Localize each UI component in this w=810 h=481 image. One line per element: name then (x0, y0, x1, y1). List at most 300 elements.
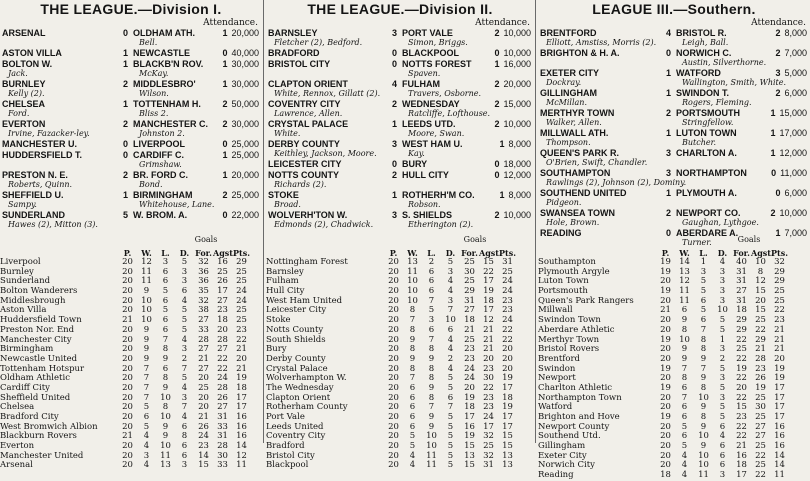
score-group (390, 210, 397, 220)
table-stat-cell: 20 (122, 353, 133, 364)
table-stat-cell: 9 (428, 382, 435, 393)
home-score: 0 (122, 139, 128, 149)
score-group (121, 99, 128, 109)
table-stat-cell: 4 (143, 460, 150, 471)
table-stat-cell: 4 (447, 363, 454, 374)
home-score: 1 (122, 48, 128, 58)
table-stat-cell: 9 (143, 324, 150, 335)
table-stat-cell: 38 (198, 305, 209, 316)
table-stat-cell: 20 (660, 324, 671, 335)
away-side (674, 88, 810, 107)
team-line (268, 119, 397, 129)
away-scorers: McKay. (139, 69, 169, 78)
away-scorers: Kay. (408, 149, 425, 158)
table-stat-cell: 6 (409, 392, 416, 403)
away-score: 2 (770, 208, 776, 218)
score-group (664, 208, 671, 218)
table-stat-cell: 14 (774, 450, 785, 461)
table-stat-cell: 31 (736, 266, 747, 277)
home-side (0, 119, 131, 138)
away-team-name: FULHAM (402, 79, 440, 89)
table-stat-cell: 6 (719, 441, 726, 452)
table-stat-cell: 6 (162, 315, 169, 326)
table-stat-cell: 10 (407, 276, 418, 287)
table-stat-cell: 1 (719, 334, 726, 345)
attendance-value: 5,000 (784, 68, 807, 78)
table-stat-cell: 30 (217, 450, 228, 461)
table-stat-cell: 27 (217, 295, 228, 306)
table-stat-cell: 22 (236, 334, 247, 345)
table-stat-cell: 2 (181, 353, 188, 364)
table-stat-cell: 3 (719, 286, 726, 297)
table-stat-cell: 15 (502, 431, 513, 442)
result-row (0, 28, 262, 48)
away-side (674, 48, 810, 67)
table-team-name: Stoke (266, 315, 291, 326)
table-stat-cell: 6 (181, 421, 188, 432)
table-team-name: Plymouth Argyle (538, 266, 610, 277)
table-team-name: Leicester City (266, 305, 327, 316)
home-score: 1 (122, 99, 128, 109)
table-stat-cell: 13 (160, 460, 171, 471)
table-stat-cell: 20 (660, 295, 671, 306)
team-line (402, 79, 531, 89)
table-team-name: Coventry City (266, 431, 326, 442)
table-stat-cell: 20 (122, 382, 133, 393)
table-stat-cell: 7 (681, 363, 688, 374)
table-header-cell: D. (445, 248, 456, 258)
team-line (2, 190, 128, 200)
table-stat-cell: 24 (502, 276, 513, 287)
attendance-value: 8,000 (508, 139, 531, 149)
home-side (266, 119, 400, 138)
table-stat-cell: 20 (660, 353, 671, 364)
table-stat-cell: 9 (143, 286, 150, 297)
table-stat-cell: 25 (755, 315, 766, 326)
table-row (266, 461, 534, 471)
table-stat-cell: 24 (217, 373, 228, 384)
table-stat-cell: 20 (736, 382, 747, 393)
home-team-name: DERBY COUNTY (268, 139, 340, 149)
table-stat-cell: 5 (181, 324, 188, 335)
team-line (133, 119, 259, 129)
home-score: 4 (391, 79, 397, 89)
away-score: 1 (499, 139, 505, 149)
score-group (497, 139, 531, 149)
away-score: 1 (499, 190, 505, 200)
home-side (266, 170, 400, 189)
table-stat-cell: 4 (447, 276, 454, 287)
table-stat-cell: 20 (198, 392, 209, 403)
table-stat-cell: 23 (483, 392, 494, 403)
table-stat-cell: 10 (141, 295, 152, 306)
home-scorers: Pidgeon. (546, 198, 582, 207)
team-line (133, 139, 259, 149)
team-line (268, 210, 397, 220)
table-row (538, 355, 810, 365)
home-score: 2 (391, 99, 397, 109)
table-stat-cell: 3 (181, 276, 188, 287)
attendance-value: 7,000 (784, 228, 807, 238)
table-stat-cell: 20 (236, 353, 247, 364)
home-scorers: Broad. (274, 200, 301, 209)
table-stat-cell: 30 (483, 373, 494, 384)
division1-results (0, 28, 262, 230)
home-score: 3 (391, 139, 397, 149)
score-group (664, 108, 671, 118)
table-stat-cell: 9 (428, 421, 435, 432)
home-score: 2 (665, 208, 671, 218)
table-stat-cell: 9 (162, 431, 169, 442)
result-row (0, 59, 262, 79)
away-side (674, 168, 810, 178)
table-team-name: Merthyr Town (538, 334, 600, 345)
team-line (2, 170, 128, 180)
away-side (400, 159, 534, 169)
table-stat-cell: 15 (464, 460, 475, 471)
table-team-name: Blackburn Rovers (0, 431, 77, 442)
table-stat-cell: 6 (447, 324, 454, 335)
home-score: 1 (122, 190, 128, 200)
team-line (540, 68, 671, 78)
team-line (2, 119, 128, 129)
home-side (0, 170, 131, 189)
table-stat-cell: 18 (660, 470, 671, 481)
home-team-name: EVERTON (2, 119, 46, 129)
away-team-name: BLACKPOOL (402, 48, 459, 58)
home-side (538, 168, 687, 187)
table-stat-cell: 8 (162, 344, 169, 355)
away-team-name: PLYMOUTH A. (676, 188, 737, 198)
table-stat-cell: 20 (660, 421, 671, 432)
score-group (492, 28, 531, 38)
away-score: 2 (775, 48, 781, 58)
table-stat-cell: 17 (502, 421, 513, 432)
attendance-value: 17,000 (779, 128, 807, 138)
attendance-value: 10,000 (503, 48, 531, 58)
table-stat-cell: 8 (428, 363, 435, 374)
home-score: 2 (391, 170, 397, 180)
table-team-name: Preston Nor. End (0, 324, 75, 335)
home-side (266, 139, 400, 158)
table-stat-cell: 20 (483, 353, 494, 364)
result-row (266, 139, 534, 159)
score-group (220, 59, 259, 69)
home-team-name: STOKE (268, 190, 299, 200)
table-stat-cell: 2 (719, 353, 726, 364)
home-team-name: BOLTON W. (2, 59, 53, 69)
table-team-name: Cardiff City (0, 382, 50, 393)
table-stat-cell: 22 (755, 324, 766, 335)
result-row (0, 190, 262, 210)
table-team-name: South Shields (266, 334, 326, 345)
score-group (773, 228, 807, 238)
table-stat-cell: 3 (719, 344, 726, 355)
attendance-value: 50,000 (231, 99, 259, 109)
table-stat-cell: 15 (464, 441, 475, 452)
away-team-name: NOTTS FOREST (402, 59, 472, 69)
score-group (664, 88, 671, 98)
table-stat-cell: 5 (181, 257, 188, 267)
table-header-cell: For. (195, 248, 212, 258)
result-row (0, 99, 262, 119)
table-team-name: Aberdare Athletic (538, 324, 615, 335)
table-stat-cell: 20 (388, 257, 399, 267)
away-team-name: WEDNESDAY (402, 99, 460, 109)
attendance-value: 22,000 (231, 210, 259, 220)
table-stat-cell: 7 (181, 363, 188, 374)
table-team-name: Port Vale (266, 412, 305, 422)
home-side (0, 139, 131, 149)
table-team-name: Luton Town (538, 276, 589, 287)
away-score: 0 (494, 170, 500, 180)
table-stat-cell: 17 (236, 402, 247, 413)
home-team-name: MANCHESTER U. (2, 139, 78, 149)
table-stat-cell: 22 (502, 324, 513, 335)
table-stat-cell: 9 (681, 344, 688, 355)
table-stat-cell: 40 (736, 257, 747, 267)
away-team-name: LEEDS UTD. (402, 119, 456, 129)
table-stat-cell: 5 (719, 382, 726, 393)
away-scorers: Whitehouse, Lane. (139, 200, 215, 209)
table-stat-cell: 3 (719, 295, 726, 306)
table-stat-cell: 19 (660, 334, 671, 345)
score-group (121, 150, 128, 160)
table-stat-cell: 6 (700, 315, 707, 326)
away-scorers: Simon, Briggs. (408, 38, 468, 47)
away-score: 1 (770, 128, 776, 138)
away-side (131, 48, 262, 58)
table-stat-cell: 20 (122, 460, 133, 471)
table-stat-cell: 23 (502, 295, 513, 306)
away-team-name: WEST HAM U. (402, 139, 463, 149)
team-line (402, 210, 531, 220)
team-line (133, 48, 259, 58)
attendance-value: 20,000 (231, 28, 259, 38)
away-side (674, 28, 810, 47)
table-stat-cell: 21 (736, 441, 747, 452)
table-stat-cell: 13 (502, 460, 513, 471)
table-stat-cell: 23 (464, 353, 475, 364)
table-stat-cell: 25 (483, 441, 494, 452)
table-team-name: Portsmouth (538, 286, 588, 297)
score-group (220, 99, 259, 109)
table-stat-cell: 22 (483, 266, 494, 277)
table-stat-cell: 21 (198, 412, 209, 422)
table-team-name: Queen's Park Rangers (538, 295, 634, 306)
home-side (0, 99, 131, 118)
table-stat-cell: 7 (447, 402, 454, 413)
table-header-cell: P. (123, 248, 132, 258)
table-stat-cell: 9 (700, 441, 707, 452)
table-team-name: Northampton Town (538, 392, 622, 403)
away-score: 2 (494, 28, 500, 38)
table-stat-cell: 16 (217, 257, 228, 267)
away-side (400, 48, 534, 58)
table-stat-cell: 17 (483, 305, 494, 316)
table-stat-cell: 20 (388, 334, 399, 345)
table-stat-cell: 10 (445, 315, 456, 326)
table-stat-cell: 5 (447, 373, 454, 384)
table-stat-cell: 9 (700, 373, 707, 384)
result-row (538, 48, 810, 68)
table-stat-cell: 33 (217, 421, 228, 432)
home-team-name: CRYSTAL PALACE (268, 119, 349, 129)
table-stat-cell: 22 (217, 363, 228, 374)
team-line (133, 99, 259, 109)
result-row (538, 88, 810, 108)
away-score: 1 (222, 59, 228, 69)
result-row (0, 150, 262, 170)
table-stat-cell: 25 (755, 441, 766, 452)
table-team-name: Newcastle United (0, 353, 78, 364)
score-group (390, 79, 397, 89)
table-stat-cell: 20 (660, 276, 671, 287)
table-stat-cell: 5 (447, 441, 454, 452)
table-stat-cell: 16 (236, 421, 247, 432)
home-scorers: Keithley, Jackson, Moore. (274, 149, 377, 158)
division2-table (266, 258, 534, 471)
table-stat-cell: 3 (719, 266, 726, 277)
table-stat-cell: 9 (700, 402, 707, 413)
team-line (676, 68, 807, 78)
result-row (266, 190, 534, 210)
column-divider (535, 0, 536, 443)
table-stat-cell: 8 (162, 402, 169, 413)
table-stat-cell: 17 (736, 470, 747, 481)
home-team-name: SWANSEA TOWN (540, 208, 616, 218)
away-side (131, 59, 262, 78)
table-stat-cell: 6 (409, 421, 416, 432)
home-side (266, 99, 400, 118)
table-stat-cell: 22 (736, 373, 747, 384)
away-side (131, 119, 262, 138)
table-stat-cell: 9 (143, 353, 150, 364)
table-stat-cell: 30 (464, 266, 475, 277)
away-scorers: Wallington, Smith, White. (682, 78, 787, 87)
division3-title: LEAGUE III.—Southern. (592, 1, 756, 17)
score-group (390, 139, 397, 149)
away-team-name: BLACKB'N ROV. (133, 59, 204, 69)
score-group (220, 190, 259, 200)
home-scorers: Sampy. (8, 200, 37, 209)
table-stat-cell: 8 (700, 334, 707, 345)
table-stat-cell: 18 (736, 460, 747, 471)
table-stat-cell: 20 (388, 382, 399, 393)
home-side (266, 79, 400, 98)
table-stat-cell: 19 (464, 392, 475, 403)
table-stat-cell: 22 (736, 334, 747, 345)
table-stat-cell: 22 (774, 305, 785, 316)
table-stat-cell: 4 (409, 450, 416, 461)
home-side (266, 159, 400, 169)
away-team-name: NEWPORT CO. (676, 208, 741, 218)
result-row (266, 210, 534, 230)
team-line (2, 210, 128, 220)
score-group (121, 59, 128, 69)
home-score: 2 (122, 119, 128, 129)
team-line (676, 188, 807, 198)
table-stat-cell: 23 (483, 402, 494, 413)
attendance-value: 10,000 (503, 210, 531, 220)
team-line (268, 159, 397, 169)
table-stat-cell: 10 (698, 450, 709, 461)
result-row (538, 188, 810, 208)
table-stat-cell: 24 (502, 286, 513, 297)
team-line (268, 59, 397, 69)
table-stat-cell: 20 (388, 276, 399, 287)
table-stat-cell: 28 (217, 441, 228, 452)
table-stat-cell: 28 (217, 382, 228, 393)
table-stat-cell: 8 (181, 431, 188, 442)
home-side (538, 68, 674, 87)
table-stat-cell: 6 (162, 266, 169, 277)
score-group (390, 59, 397, 69)
team-line (402, 119, 531, 129)
home-side (266, 48, 400, 58)
table-row (538, 297, 810, 307)
team-line (133, 150, 259, 160)
table-stat-cell: 11 (426, 460, 437, 471)
team-line (540, 88, 671, 98)
table-stat-cell: 20 (122, 276, 133, 287)
table-stat-cell: 7 (428, 334, 435, 345)
away-score: 0 (222, 210, 228, 220)
table-stat-cell: 20 (660, 441, 671, 452)
table-stat-cell: 6 (719, 421, 726, 432)
table-stat-cell: 21 (236, 344, 247, 355)
table-stat-cell: 19 (660, 382, 671, 393)
table-stat-cell: 6 (719, 460, 726, 471)
table-stat-cell: 20 (388, 402, 399, 413)
table-team-name: Huddersfield Town (0, 315, 82, 326)
table-stat-cell: 16 (236, 412, 247, 422)
away-score: 1 (222, 79, 228, 89)
table-stat-cell: 5 (447, 431, 454, 442)
away-score: 3 (775, 68, 781, 78)
table-stat-cell: 1 (700, 257, 707, 267)
table-stat-cell: 11 (679, 286, 690, 297)
home-score: 1 (665, 68, 671, 78)
table-stat-cell: 7 (162, 334, 169, 345)
team-line (402, 159, 531, 169)
table-stat-cell: 5 (719, 402, 726, 413)
table-team-name: Swindon Town (538, 315, 601, 326)
table-row (538, 394, 810, 404)
table-stat-cell: 20 (122, 402, 133, 413)
home-team-name: MILLWALL ATH. (540, 128, 609, 138)
table-stat-cell: 20 (217, 324, 228, 335)
result-row (538, 168, 810, 188)
home-team-name: LEICESTER CITY (268, 159, 342, 169)
away-side (400, 59, 534, 78)
away-side (674, 68, 810, 87)
home-team-name: BURNLEY (2, 79, 46, 89)
home-side (538, 208, 674, 227)
table-stat-cell: 18 (502, 392, 513, 403)
team-line (540, 28, 671, 38)
table-team-name: Crystal Palace (266, 363, 328, 374)
away-team-name: BR. FORD C. (133, 170, 188, 180)
table-stat-cell: 5 (700, 276, 707, 287)
result-row (0, 79, 262, 99)
team-line (676, 28, 807, 38)
table-stat-cell: 7 (700, 324, 707, 335)
table-stat-cell: 20 (198, 373, 209, 384)
team-line (676, 88, 807, 98)
table-stat-cell: 20 (122, 421, 133, 432)
table-stat-cell: 3 (162, 257, 169, 267)
